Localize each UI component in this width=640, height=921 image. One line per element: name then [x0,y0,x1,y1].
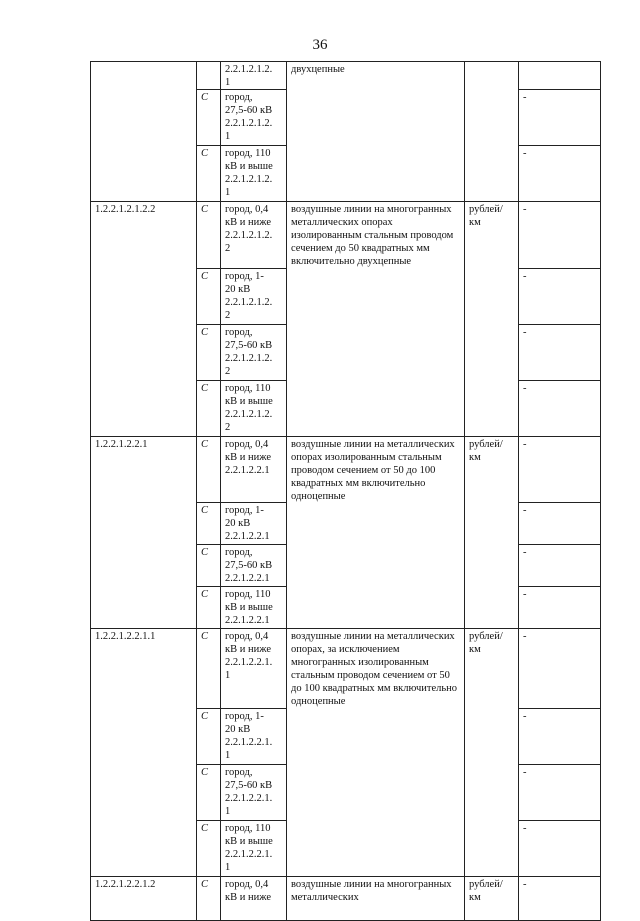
page-number: 36 [312,37,328,53]
row-symbol: С [197,146,221,202]
row-code: 1.2.2.1.2.2.1 [91,436,197,503]
table-row [91,268,601,324]
row-symbol: С [197,587,221,629]
row-symbol [197,62,221,90]
row-code [91,708,197,764]
row-unit [465,62,519,90]
row-unit [465,708,519,764]
row-area: город, 0,4 кВ и ниже 2.2.1.2.2.1 [221,436,287,503]
row-value: - [519,876,601,920]
row-unit [465,146,519,202]
row-symbol: С [197,202,221,269]
row-code [91,90,197,146]
row-description: воздушные линии на многогранных металлических [287,876,465,920]
row-code [91,380,197,436]
row-code [91,764,197,820]
row-code [91,587,197,629]
row-description [287,820,465,876]
row-description [287,708,465,764]
table-row [91,324,601,380]
row-area: город, 27,5-60 кВ 2.2.1.2.2.1 [221,545,287,587]
row-description [287,268,465,324]
row-symbol: С [197,324,221,380]
row-value: - [519,708,601,764]
row-description [287,324,465,380]
row-description [287,545,465,587]
table-row [91,380,601,436]
row-unit [465,503,519,545]
row-unit [465,90,519,146]
row-unit [465,764,519,820]
row-unit: рублей/ км [465,436,519,503]
row-description [287,380,465,436]
row-area: 2.2.1.2.1.2. 1 [221,62,287,90]
row-area: город, 1- 20 кВ 2.2.1.2.2.1. 1 [221,708,287,764]
row-value [519,62,601,90]
row-symbol: С [197,380,221,436]
row-unit: рублей/ км [465,202,519,269]
row-description: воздушные линии на металлических опорах, за исключением многогранных изолированным стальным проводом сечением от 50 до 100 квадратных мм включительно одноцепные [287,629,465,709]
row-value: - [519,268,601,324]
row-unit [465,268,519,324]
row-unit: рублей/ км [465,629,519,709]
row-value: - [519,503,601,545]
row-value: - [519,820,601,876]
row-area: город, 110 кВ и выше 2.2.1.2.2.1 [221,587,287,629]
row-description: воздушные линии на многогранных металлических опорах изолированным стальным проводом сечением до 50 квадратных мм включительно двухцепные [287,202,465,269]
row-unit [465,820,519,876]
table-row [91,820,601,876]
table-row [91,146,601,202]
table-row [91,62,601,90]
table-row [91,90,601,146]
row-area: город, 0,4 кВ и ниже 2.2.1.2.1.2. 2 [221,202,287,269]
table-row [91,708,601,764]
row-value: - [519,146,601,202]
row-value: - [519,629,601,709]
row-code [91,268,197,324]
table-row [91,764,601,820]
row-code [91,820,197,876]
row-area: город, 27,5-60 кВ 2.2.1.2.2.1. 1 [221,764,287,820]
row-value: - [519,324,601,380]
row-area: город, 0,4 кВ и ниже [221,876,287,920]
row-description [287,146,465,202]
row-code [91,146,197,202]
row-area: город, 110 кВ и выше 2.2.1.2.2.1. 1 [221,820,287,876]
table-row [91,587,601,629]
row-area: город, 110 кВ и выше 2.2.1.2.1.2. 1 [221,146,287,202]
row-area: город, 110 кВ и выше 2.2.1.2.1.2. 2 [221,380,287,436]
row-value: - [519,202,601,269]
row-symbol: С [197,268,221,324]
row-code: 1.2.2.1.2.1.2.2 [91,202,197,269]
row-code [91,503,197,545]
rates-table [90,61,601,921]
table-row [91,503,601,545]
row-symbol: С [197,629,221,709]
row-symbol: С [197,764,221,820]
row-area: город, 1- 20 кВ 2.2.1.2.2.1 [221,503,287,545]
row-symbol: С [197,90,221,146]
row-description: двухцепные [287,62,465,90]
row-description [287,503,465,545]
row-code [91,324,197,380]
row-value: - [519,587,601,629]
row-symbol: С [197,876,221,920]
row-value: - [519,764,601,820]
table-row [91,545,601,587]
row-unit [465,545,519,587]
row-value: - [519,545,601,587]
row-unit [465,324,519,380]
row-symbol: С [197,503,221,545]
row-area: город, 0,4 кВ и ниже 2.2.1.2.2.1. 1 [221,629,287,709]
rates-table-body [91,62,601,921]
row-code: 1.2.2.1.2.2.1.2 [91,876,197,920]
row-unit: рублей/ км [465,876,519,920]
row-area: город, 27,5-60 кВ 2.2.1.2.1.2. 2 [221,324,287,380]
row-description [287,587,465,629]
row-symbol: С [197,436,221,503]
row-symbol: С [197,545,221,587]
row-code: 1.2.2.1.2.2.1.1 [91,629,197,709]
row-unit [465,380,519,436]
table-row [91,629,601,709]
table-row [91,876,601,920]
row-unit [465,587,519,629]
row-code [91,545,197,587]
row-value: - [519,90,601,146]
row-description [287,90,465,146]
row-code [91,62,197,90]
row-symbol: С [197,820,221,876]
table-row [91,202,601,269]
row-area: город, 1- 20 кВ 2.2.1.2.1.2. 2 [221,268,287,324]
row-description: воздушные линии на металлических опорах изолированным стальным проводом сечением от 50 до 100 квадратных мм включительно одноцепные [287,436,465,503]
row-symbol: С [197,708,221,764]
row-value: - [519,380,601,436]
row-value: - [519,436,601,503]
row-area: город, 27,5-60 кВ 2.2.1.2.1.2. 1 [221,90,287,146]
table-row [91,436,601,503]
row-description [287,764,465,820]
